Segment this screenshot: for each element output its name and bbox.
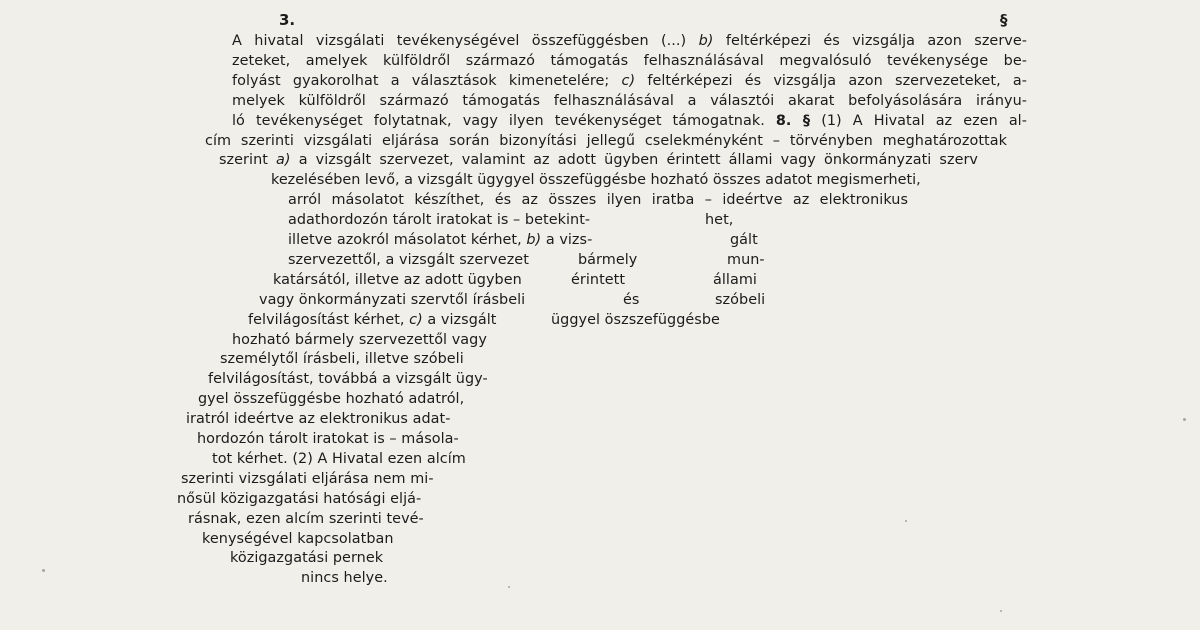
- text-line-content: személytől írásbeli, illetve szóbeli: [220, 351, 464, 368]
- text-line: [0, 490, 1200, 508]
- text-line: [0, 470, 1200, 488]
- text-line-content: nősül közigazgatási hatósági eljá-: [177, 490, 422, 507]
- text-line-content: iratról ideértve az elektronikus adat-: [186, 411, 451, 428]
- text-line-content: arról másolatot készíthet, és az összes ilyen iratba – ideértve az elektronikus: [288, 192, 908, 209]
- text-line-segment: mun-: [727, 251, 765, 268]
- text-line: [0, 271, 1200, 289]
- text-line-content: gyel összefüggésbe hozható adatról,: [198, 391, 465, 408]
- text-line: [0, 32, 1200, 50]
- text-line-content: hozható bármely szervezettől vagy: [232, 331, 487, 348]
- text-line-segment: bármely: [578, 251, 638, 268]
- text-line: [0, 251, 1200, 269]
- text-line: [0, 331, 1200, 349]
- text-line-content: kezelésében levő, a vizsgált ügygyel összefüggésbe hozható összes adatot megismerheti,: [271, 172, 921, 189]
- text-line-content: szerinti vizsgálati eljárása nem mi-: [181, 470, 434, 487]
- text-line-segment: szervezettől, a vizsgált szervezet: [288, 251, 529, 268]
- text-line: [0, 211, 1200, 229]
- section-sign: §: [1000, 11, 1008, 29]
- text-line: [0, 450, 1200, 468]
- text-line-content: hordozón tárolt iratokat is – másola-: [197, 431, 459, 447]
- text-line: [0, 72, 1200, 90]
- text-line: [0, 52, 1200, 70]
- text-line: [0, 151, 1200, 169]
- text-line-segment: üggyel öszszefüggésbe: [551, 311, 720, 328]
- text-line-content: felvilágosítást, továbbá a vizsgált ügy-: [208, 371, 488, 388]
- text-line-content: kenységével kapcsolatban: [202, 530, 394, 547]
- text-line: [0, 530, 1200, 548]
- text-line-content: nincs helye.: [301, 570, 388, 587]
- text-line-segment: gált: [730, 232, 758, 248]
- text-line: [0, 191, 1200, 209]
- text-line-segment: vagy önkormányzati szervtől írásbeli: [259, 291, 526, 308]
- text-line-content: rásnak, ezen alcím szerinti tevé-: [188, 510, 424, 527]
- text-line: [0, 350, 1200, 368]
- text-line-content: A hivatal vizsgálati tevékenységével összefüggésben (...) b) feltérképezi és vizsgálja azon szerve-: [232, 33, 1028, 49]
- text-line: [0, 410, 1200, 428]
- text-line: [0, 112, 1200, 130]
- text-line-segment: szóbeli: [715, 291, 766, 308]
- text-line-segment: és: [623, 291, 640, 308]
- text-line-content: tot kérhet. (2) A Hivatal ezen alcím: [212, 450, 466, 467]
- text-line-content: folyást gyakorolhat a választások kimenetelére; c) feltérképezi és vizsgálja azon szervezeteket, a-: [232, 72, 1028, 89]
- text-line-content: szerint a) a vizsgált szervezet, valamint az adott ügyben érintett állami vagy önkormányzati szerv: [219, 152, 979, 169]
- text-line-segment: katársától, illetve az adott ügyben: [273, 271, 522, 288]
- text-line: [0, 231, 1200, 249]
- text-line-segment: illetve azokról másolatot kérhet, b) a vizs-: [288, 232, 593, 248]
- text-line: [0, 311, 1200, 329]
- text-line: [0, 390, 1200, 408]
- text-line-content: melyek külföldről származó támogatás felhasználásával a választói akarat befolyásolására irányu-: [232, 92, 1027, 109]
- text-line: [0, 569, 1200, 587]
- article-number: 3.: [279, 11, 296, 29]
- text-line-content: cím szerinti vizsgálati eljárása során bizonyítási jellegű cselekményként – törvényben meghatározottak: [205, 132, 1007, 149]
- text-line: [0, 370, 1200, 388]
- text-line: [0, 132, 1200, 150]
- text-line-content: ló tevékenységet folytatnak, vagy ilyen tevékenységet támogatnak. 8. § (1) A Hivatal az ezen al-: [232, 112, 1027, 129]
- text-line: [0, 92, 1200, 110]
- text-line-segment: érintett: [571, 271, 626, 288]
- paper-speck: [1000, 610, 1002, 612]
- text-line: [0, 430, 1200, 448]
- text-line: [0, 549, 1200, 567]
- text-line: [0, 510, 1200, 528]
- text-line: [0, 291, 1200, 309]
- text-line-content: közigazgatási pernek: [230, 550, 384, 567]
- text-line: [0, 171, 1200, 189]
- text-line-content: zeteket, amelyek külföldről származó támogatás felhasználásával megvalósuló tevékenysége be-: [232, 52, 1027, 69]
- text-line-segment: állami: [713, 271, 757, 288]
- text-line-segment: felvilágosítást kérhet, c) a vizsgált: [248, 311, 497, 328]
- text-line-segment: het,: [705, 212, 734, 229]
- text-line-segment: adathordozón tárolt iratokat is – betekint-: [288, 212, 591, 229]
